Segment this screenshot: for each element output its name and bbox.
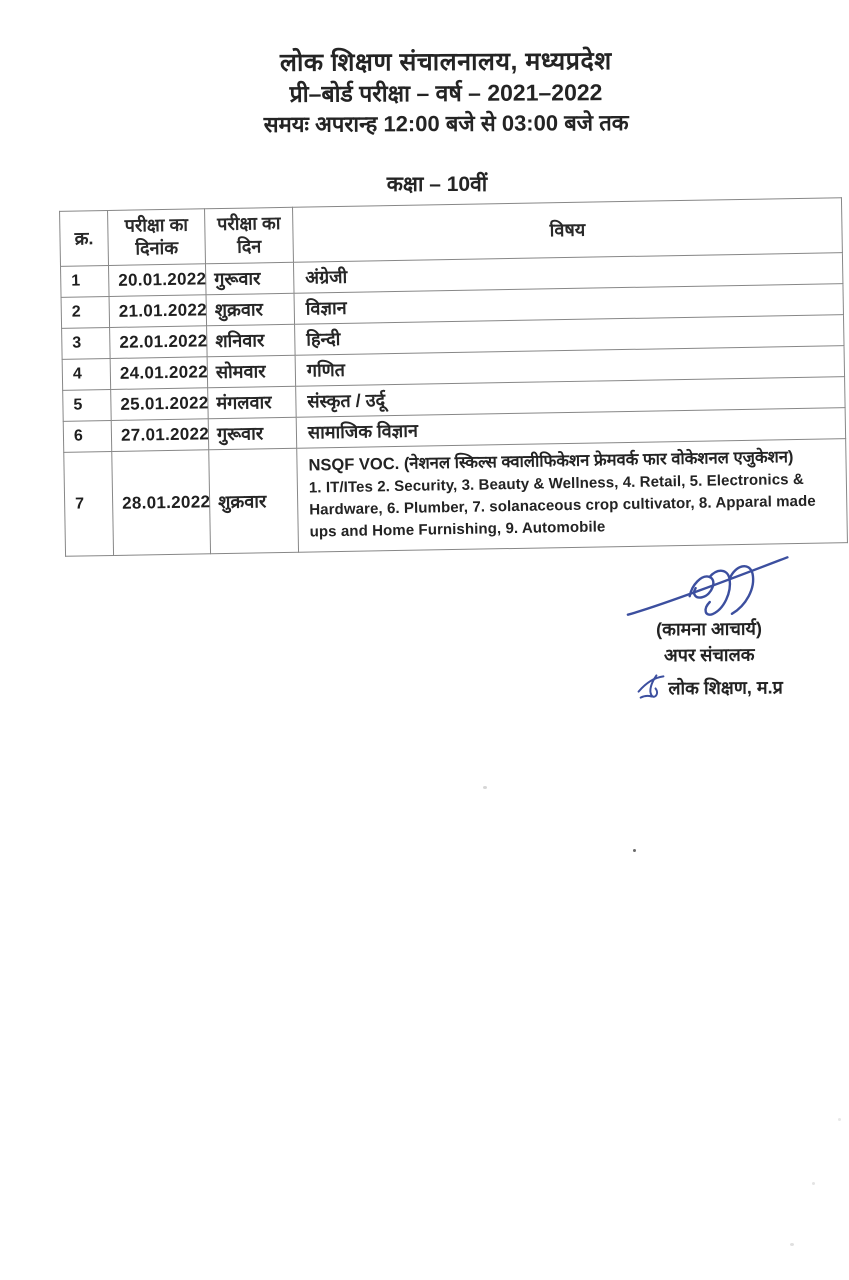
date-cell: 25.01.2022 (111, 388, 209, 421)
day-cell: शुक्रवार (206, 293, 295, 326)
serial-cell: 7 (64, 451, 114, 556)
day-cell: शनिवार (207, 324, 296, 357)
document-header (0, 44, 849, 142)
serial-cell: 4 (62, 358, 111, 390)
day-cell: शुक्रवार (209, 448, 299, 554)
org-title: लोक शिक्षण संचालनालय, मध्यप्रदेश (279, 47, 612, 77)
exam-title: प्री–बोर्ड परीक्षा – वर्ष – 2021–2022 (289, 79, 603, 107)
day-cell: सोमवार (207, 355, 296, 388)
signatory-office-line (604, 667, 814, 703)
header-exam-date: परीक्षा का दिनांक (108, 209, 206, 266)
date-cell: 27.01.2022 (111, 419, 209, 452)
date-cell: 28.01.2022 (112, 450, 211, 556)
date-cell: 22.01.2022 (110, 326, 208, 359)
header-exam-day: परीक्षा का दिन (205, 207, 294, 264)
day-cell: गुरूवार (208, 417, 297, 450)
serial-cell: 3 (62, 327, 111, 359)
scan-speck (812, 1182, 815, 1185)
date-cell: 21.01.2022 (109, 295, 207, 328)
serial-cell: 5 (63, 389, 112, 421)
scan-speck (483, 786, 487, 789)
day-cell: गुरूवार (205, 262, 294, 295)
header-serial: क्र. (60, 211, 109, 267)
scan-speck (633, 849, 636, 852)
subject-cell-nsqf (297, 439, 848, 553)
date-cell: 24.01.2022 (110, 357, 208, 390)
nsqf-title-text: NSQF VOC. (नेशनल स्किल्स क्वालीफिकेशन फ्रेमवर्क फार वोकेशनल एजुकेशन) (308, 448, 794, 475)
day-cell: मंगलवार (208, 386, 297, 419)
nsqf-trades-list: 1. IT/ITes 2. Security, 3. Beauty & Wellness, 4. Retail, 5. Electronics & Hardware, 6. Plumber, 7. solanaceous crop cultivator, 8. Apparal made ups and Home Furnishing, 9. Automobile (308, 470, 816, 541)
signatory-office: लोक शिक्षण, म.प्र (668, 677, 783, 699)
date-cell: 20.01.2022 (109, 264, 207, 297)
scan-speck (790, 1243, 794, 1246)
handwritten-signature-icon (619, 551, 798, 623)
subject-cell: हिन्दी (295, 315, 844, 356)
signatory-designation: अपर संचालक (663, 644, 755, 666)
scan-speck (838, 1118, 841, 1121)
class-label: कक्षा – 10वीं (386, 173, 488, 196)
signature-block (603, 551, 814, 703)
serial-cell: 1 (61, 266, 110, 298)
exam-time: समयः अपरान्ह 12:00 बजे से 03:00 बजे तक (263, 110, 629, 137)
exam-schedule-table (59, 197, 848, 557)
signatory-name: (कामना आचार्य) (656, 618, 763, 640)
subject-cell: गणित (295, 346, 844, 387)
ink-flourish-icon (636, 673, 666, 699)
subject-cell: सामाजिक विज्ञान (296, 408, 845, 449)
serial-cell: 2 (61, 296, 110, 328)
subject-cell: विज्ञान (294, 284, 843, 325)
table-row (64, 439, 848, 557)
header-subject: विषय (293, 198, 843, 263)
subject-cell: संस्कृत / उर्दू (296, 377, 845, 418)
subject-cell: अंग्रेजी (293, 253, 842, 294)
serial-cell: 6 (63, 420, 112, 452)
